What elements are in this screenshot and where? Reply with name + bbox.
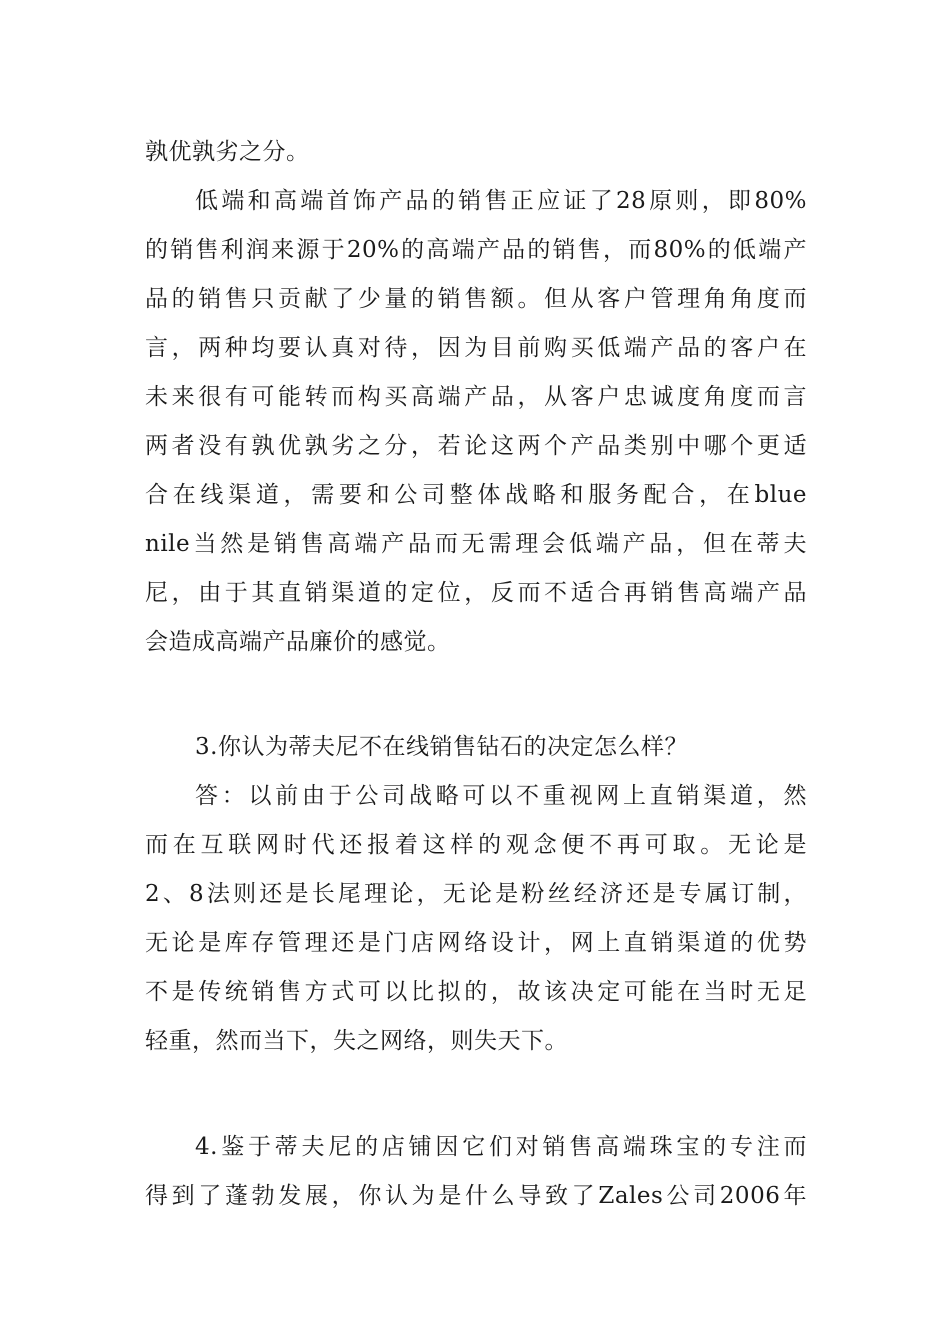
text-line: 答：以前由于公司战略可以不重视网上直销渠道，然 (195, 783, 807, 809)
text-line: nile当然是销售高端产品而无需理会低端产品，但在蒂夫 (145, 531, 807, 557)
question-heading: 3.你认为蒂夫尼不在线销售钻石的决定怎么样？ (195, 734, 688, 760)
paragraph-1 (145, 128, 807, 177)
text-line: 而在互联网时代还报着这样的观念便不再可取。无论是 (145, 832, 807, 858)
text-line: 未来很有可能转而构买高端产品，从客户忠诚度角度而言 (145, 384, 807, 410)
text-line: 孰优孰劣之分。 (145, 139, 310, 165)
text-line: 尼，由于其直销渠道的定位，反而不适合再销售高端产品 (145, 580, 807, 606)
answer-3 (145, 772, 807, 1066)
text-line: 2、8法则还是长尾理论，无论是粉丝经济还是专属订制， (145, 881, 807, 907)
text-line: 低端和高端首饰产品的销售正应证了28原则，即80% (195, 188, 807, 214)
question-heading: 4.鉴于蒂夫尼的店铺因它们对销售高端珠宝的专注而 (195, 1134, 807, 1160)
text-line: 合在线渠道，需要和公司整体战略和服务配合，在blue (145, 482, 807, 508)
text-line: 不是传统销售方式可以比拟的，故该决定可能在当时无足 (145, 979, 807, 1005)
text-line: 言，两种均要认真对待，因为目前购买低端产品的客户在 (145, 335, 807, 361)
paragraph-2 (145, 177, 807, 667)
text-line: 无论是库存管理还是门店网络设计，网上直销渠道的优势 (145, 930, 807, 956)
text-line: 得到了蓬勃发展，你认为是什么导致了Zales公司2006年 (145, 1183, 807, 1209)
text-line: 的销售利润来源于20%的高端产品的销售，而80%的低端产 (145, 237, 807, 263)
question-3 (145, 723, 807, 772)
text-line: 两者没有孰优孰劣之分，若论这两个产品类别中哪个更适 (145, 433, 807, 459)
text-line: 品的销售只贡献了少量的销售额。但从客户管理角角度而 (145, 286, 807, 312)
text-line: 会造成高端产品廉价的感觉。 (145, 629, 451, 655)
question-4 (145, 1123, 807, 1221)
text-line: 轻重，然而当下，失之网络，则失天下。 (145, 1028, 568, 1054)
